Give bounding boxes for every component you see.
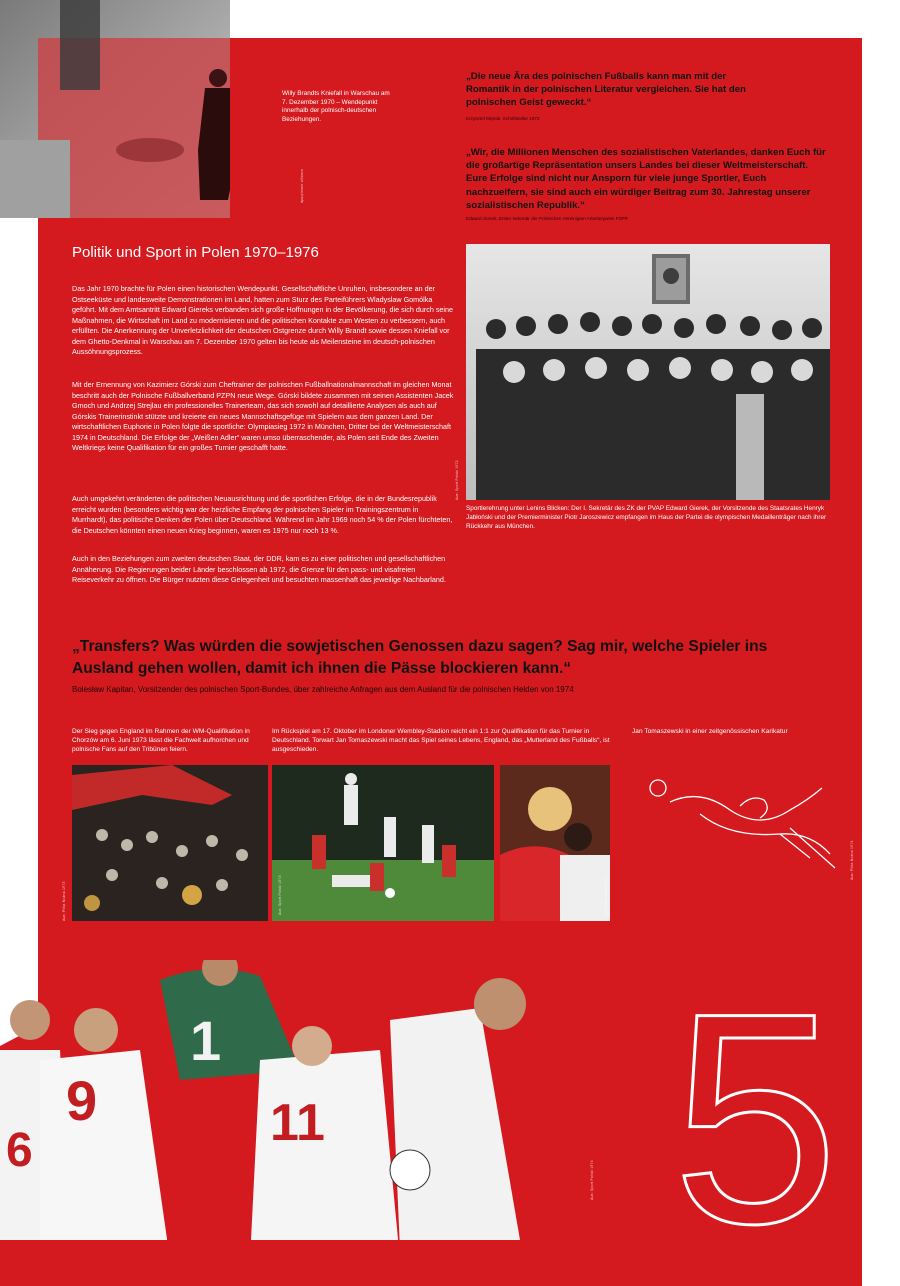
team-photo-graphic	[0, 960, 600, 1286]
reception-photo-caption: Sportlerehrung unter Lenins Blicken: Der I. Sekretär des ZK der PVAP Edward Gierek, der Vorsitzende des Staatsrates Henryk Jabłoński und der Premierminister Piotr Jaroszewicz empfangen im Haus der Partei die olympischen Medaillenträger nach ihrer Rückkehr aus München.	[466, 505, 827, 530]
celebration-photo-credit: Aus: Piłka Nożna 1973	[604, 875, 608, 915]
photo-reception	[466, 244, 830, 500]
section-paragraph-3: Auch umgekehrt veränderten die politischen Neuausrichtung und die sportlichen Erfolge, die in der Bundesrepublik erreicht wurden (besonders wichtig war der herzliche Empfang der polnischen Spieler im Trainingszentrum in Murrhardt), das politische Denken der Polen über Deutschland. Während im Jahr 1969 noch 54 % der Polen fürchteten, die Deutschen könnten einen neuen Krieg beginnen, waren es 1975 nur noch 13 %.	[72, 494, 453, 535]
section-paragraph-2: Mit der Ernennung von Kazimierz Górski zum Cheftrainer der polnischen Fußballnationalmannschaft im gleichen Monat beschritt auch der Polnische Fußballverband PZPN neue Wege. Górski bildete zusammen mit seinen Assistenten Jacek Gmoch und Andrzej Strejlau ein professionelles Trainerteam, das sich sowohl auf detaillierte Analysen als auch auf Górskis Trainerinstinkt stützte und kreierte ein neues Mannschaftsgefüge mit Spielern aus dem ganzen Land. Der wirtschaftlichen Euphorie in Polen folgte die sportliche: Olympiasieg 1972 in München, Dritter bei der Weltmeisterschaft 1974 in Deutschland. Die Erfolge der „Weißen Adler“ waren umso überraschender, als Polen seit Ende des Zweiten Weltkriegs keine Qualifikation für ein großes Turnier geschafft hatte.	[72, 380, 454, 452]
wembley-caption: Im Rückspiel am 17. Oktober im Londoner Wembley-Stadion reicht ein 1:1 zur Qualifikation für das Turnier in Deutschland. Torwart Jan Tomaszewski macht das Spiel seines Lebens, England, das „Mutterland des Fußballs“, ist ausgeschieden.	[272, 728, 610, 753]
section-title: Politik und Sport in Polen 1970–1976	[72, 244, 319, 261]
transfer-quote: „Transfers? Was würden die sowjetischen Genossen dazu sagen? Sag mir, welche Spieler ins Ausland gehen wollen, damit ich ihnen die Pässe blockieren kann.“	[72, 638, 768, 677]
photo-wembley	[272, 765, 494, 921]
quote-gierek: „Wir, die Millionen Menschen des sozialistischen Vaterlandes, danken Euch für die großartige Repräsentation unsers Landes bei dieser Weltmeisterschaft. Eure Erfolge sind nicht nur Ansporn für viele junge Sportler, Euch nachzueifern, sie sind auch ein würdiger Beitrag zum 30. Jahrestag unserer sozialistischen Republik.“	[466, 147, 826, 211]
section-paragraph-1: Das Jahr 1970 brachte für Polen einen historischen Wendepunkt. Gesellschaftliche Unruhen, insbesondere an der Ostseeküste und landesweite Demonstrationen im Land, hatten zum Sturz des Parteiführers Wladyslaw Gomólka geführt. Mit dem Amtsantritt Edward Giereks verbanden sich große Hoffnungen in der Bevölkerung, die sich durch seine Maßnahmen, die Wirtschaft im Land zu modernisieren und die politischen Kontakte zum Westen zu verbessern, auch erfüllten. Die Anerkennung der Unverletzlichkeit der deutschen Ostgrenze durch Willy Brandt sowie dessen Kniefall vor dem Ghetto-Denkmal in Warschau am 7. Dezember 1970 gelten bis heute als Meilensteine im deutsch-polnischen Aussöhnungsprozess.	[72, 284, 454, 356]
panel-number-text: 5	[672, 990, 839, 1240]
jersey-number-9: 9	[66, 1069, 98, 1132]
photo-chorzow-fans	[72, 765, 268, 921]
jersey-number-6: 6	[6, 1124, 33, 1177]
jersey-number-1: 1	[190, 1009, 222, 1072]
team-photo-credit: Aus: Sport Polski 1974	[590, 1160, 594, 1200]
chorzow-caption: Der Sieg gegen England im Rahmen der WM-Qualifikation in Chorzów am 6. Juni 1973 lässt die Fachwelt aufhorchen und polnische Fans auf den Tribünen feiern.	[72, 728, 250, 753]
caricature-caption: Jan Tomaszewski in einer zeitgenössischen Karikatur	[632, 728, 788, 735]
caricature-graphic	[640, 770, 840, 880]
transfer-quote-source: Bolesław Kapitan, Vorsitzender des polnischen Sport-Bundes, über zahlreiche Anfragen aus dem Ausland für die polnischen Helden von 1974	[72, 685, 574, 694]
brandt-photo-caption: Willy Brandts Kniefall in Warschau am 7. Dezember 1970 – Wendepunkt innerhalb der polnisch-deutschen Beziehungen.	[282, 90, 390, 123]
reception-photo-credit: Aus: Sport Polski 1972	[455, 460, 459, 500]
caricature-tomaszewski	[640, 770, 840, 880]
jersey-number-11: 11	[270, 1094, 325, 1152]
quote-gierek-source: Edward Gierek, Erster Sekretär der Polnischen Vereinigten Arbeiterpartei PZPR	[466, 216, 628, 221]
chorzow-photo-credit: Aus: Piłka Nożna 1973	[62, 881, 66, 921]
panel-number	[670, 990, 840, 1240]
wembley-photo-graphic	[272, 765, 494, 921]
wembley-photo-credit: Aus: Sport Polski 1973	[278, 875, 282, 915]
reception-photo-graphic	[466, 244, 830, 500]
celebration-photo-graphic	[500, 765, 610, 921]
section-paragraph-4: Auch in den Beziehungen zum zweiten deutschen Staat, der DDR, kam es zu einer politischen und gesellschaftlichen Annäherung. Die Regierungen beider Länder beschlossen ab 1972, die Grenze für den pass- und visafreien Reiseverkehr zu öffnen. Die Bürger nutzten diese Gelegenheit und besuchten massenhaft das jeweilige Nachbarland.	[72, 554, 446, 584]
quote-metrak-source: Krzysztof Mętrak, Schriftsteller 1972	[466, 116, 540, 121]
photo-team-celebration	[0, 960, 600, 1286]
brandt-photo-credit: dpa/picture alliance	[300, 168, 304, 203]
brandt-photo-graphic	[0, 0, 230, 218]
caricature-credit: Aus: Piłka Nożna 1974	[850, 840, 854, 880]
fans-photo-graphic	[72, 765, 268, 921]
quote-metrak: „Die neue Ära des polnischen Fußballs kann man mit der Romantik in der polnischen Literatur vergleichen. Sie hat den polnischen Geist geweckt.“	[466, 71, 746, 109]
photo-celebration	[500, 765, 610, 921]
photo-brandt-kniefall	[0, 0, 230, 218]
